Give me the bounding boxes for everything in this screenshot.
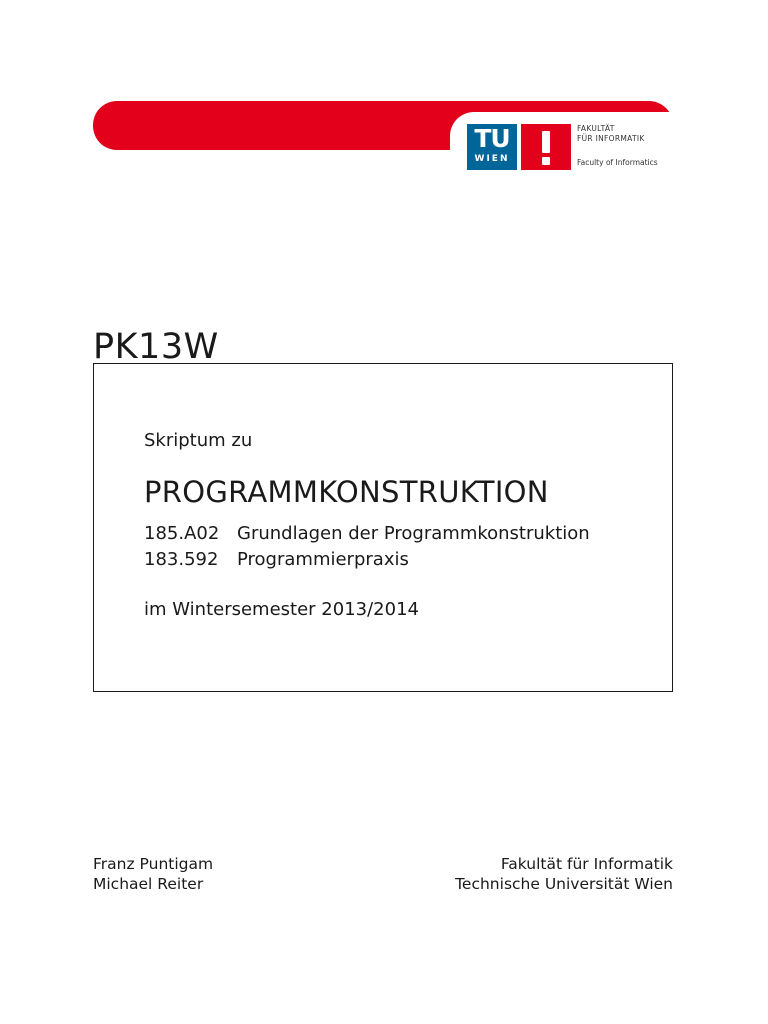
faculty-label-line2: FÜR INFORMATIK — [577, 134, 645, 143]
course-number: 183.592 — [144, 549, 219, 570]
course-name: Programmierpraxis — [237, 549, 409, 570]
author-name: Michael Reiter — [93, 875, 204, 893]
informatics-exclamation-icon — [521, 124, 571, 170]
faculty-label-english: Faculty of Informatics — [577, 158, 658, 167]
faculty-label-line1: FAKULTÄT — [577, 124, 615, 133]
tu-wien-logo — [467, 124, 517, 170]
tu-logo-text: TU — [474, 124, 510, 153]
university-name: Technische Universität Wien — [455, 875, 673, 893]
course-number: 185.A02 — [144, 523, 220, 544]
exclamation-bar — [542, 131, 550, 153]
faculty-name: Fakultät für Informatik — [500, 855, 673, 873]
course-row — [144, 522, 590, 546]
wien-logo-text: WIEN — [474, 154, 510, 164]
document-code: PK13W — [93, 327, 219, 367]
main-title: PROGRAMMKONSTRUKTION — [144, 475, 549, 509]
script-intro: Skriptum zu — [144, 430, 253, 451]
course-row — [144, 548, 409, 572]
exclamation-dot — [542, 157, 550, 165]
course-name: Grundlagen der Programmkonstruktion — [237, 523, 590, 544]
author-name: Franz Puntigam — [93, 855, 214, 873]
semester-text: im Wintersemester 2013/2014 — [144, 599, 419, 620]
